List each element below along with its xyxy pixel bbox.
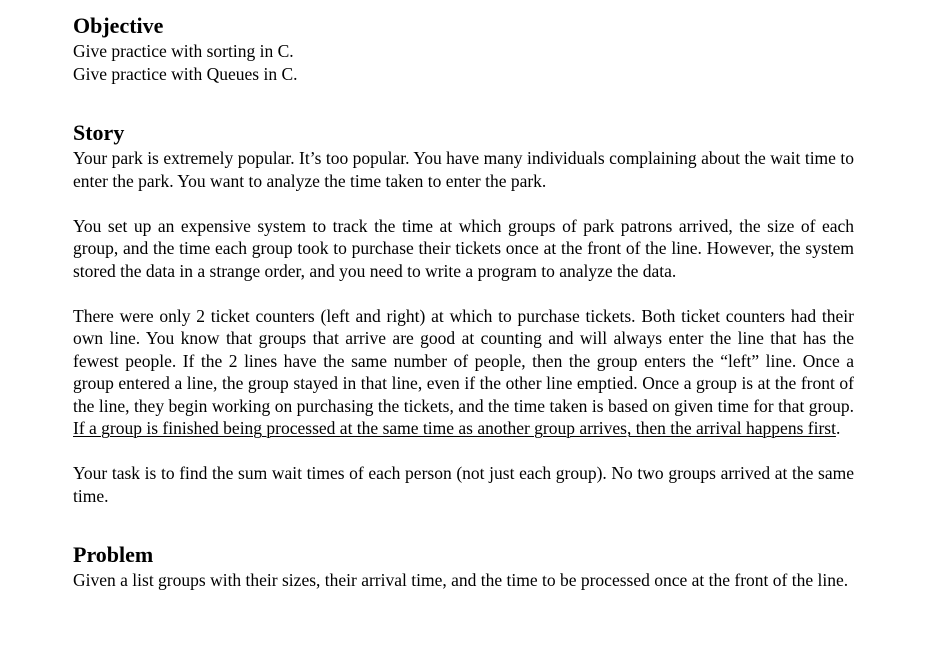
story-paragraph-3-underlined-rule: If a group is finished being processed at the same time as another group arrives, then the arrival happens first [73, 418, 836, 438]
story-paragraph-3-end: . [835, 418, 841, 438]
story-paragraph-3-main: There were only 2 ticket counters (left and right) at which to purchase tickets. Both ticket counters had their own line. You know that groups that arrive are good at counting and will always enter the line that has the fewest people. If the 2 lines have the same number of people, then the group enters the “left” line. Once a group entered a line, the group stayed in that line, even if the other line emptied. Once a group is at the front of the line, they begin working on purchasing the tickets, and the time taken is based on given time for that group. [73, 305, 854, 416]
story-paragraph-2: You set up an expensive system to track the time at which groups of park patrons arrived, the size of each group, and the time each group took to purchase their tickets once at the front of the line. However, the system stored the data in a strange order, and you need to write a program to analyze the data. [73, 215, 854, 281]
document-page [73, 12, 854, 592]
story-paragraph-4: Your task is to find the sum wait times of each person (not just each group). No two groups arrived at the same time. [73, 463, 854, 506]
problem-section [73, 541, 854, 592]
problem-heading: Problem [73, 542, 154, 567]
story-paragraph-1: Your park is extremely popular. It’s too popular. You have many individuals complaining about the wait time to enter the park. You want to analyze the time taken to enter the park. [73, 148, 854, 191]
story-section [73, 119, 854, 507]
objective-line-1: Give practice with sorting in C. [73, 41, 294, 61]
objective-section [73, 12, 854, 85]
story-heading: Story [73, 120, 125, 145]
problem-paragraph-1: Given a list groups with their sizes, their arrival time, and the time to be processed once at the front of the line. [73, 570, 849, 590]
objective-heading: Objective [73, 13, 164, 38]
objective-line-2: Give practice with Queues in C. [73, 63, 298, 84]
story-paragraph-3 [73, 305, 854, 440]
